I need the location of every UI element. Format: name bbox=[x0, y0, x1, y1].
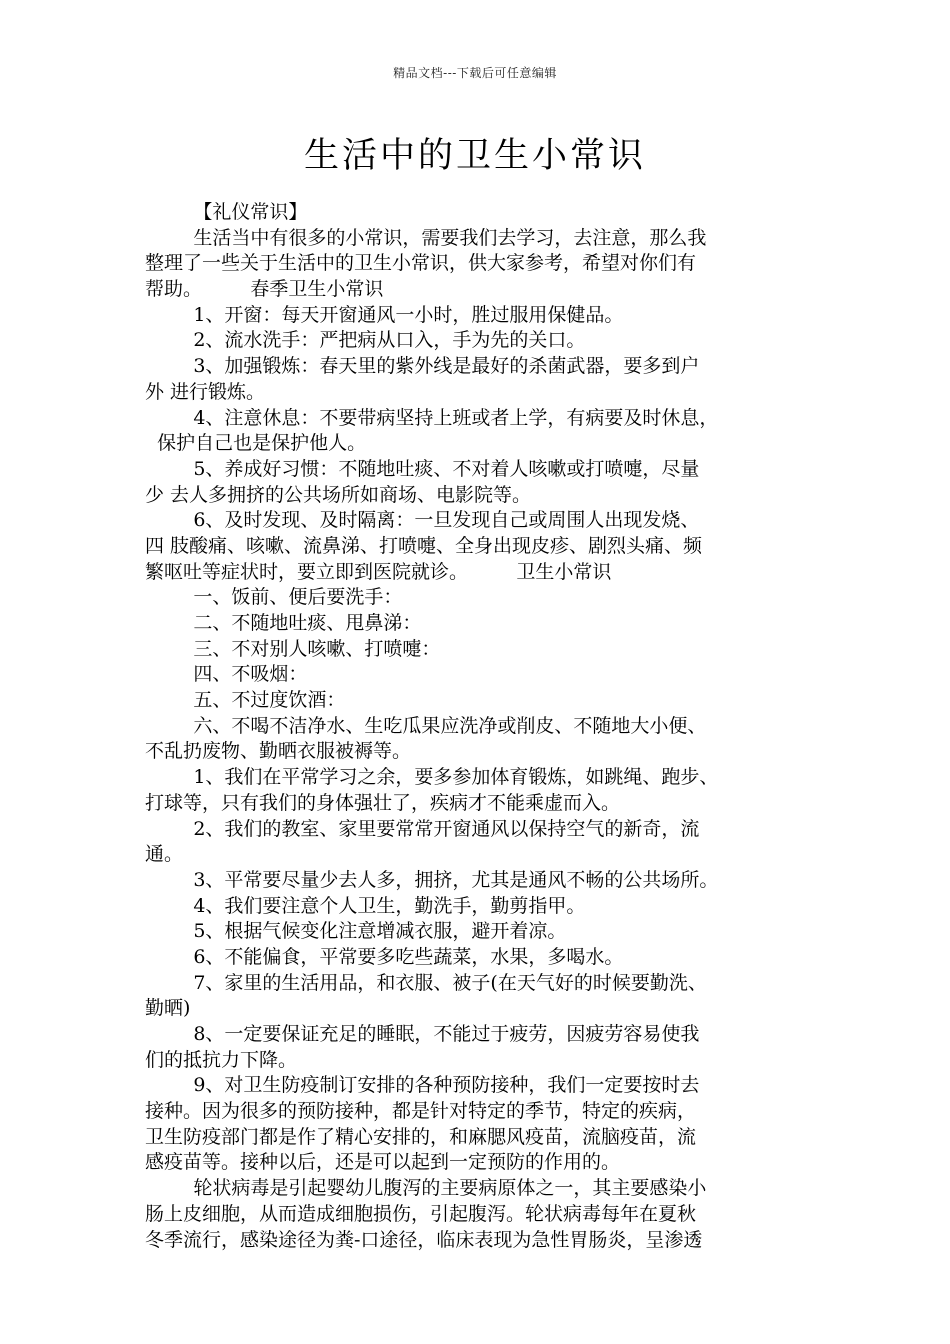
text-line: 勤晒) bbox=[145, 997, 191, 1020]
text-line: 四、不吸烟： bbox=[145, 663, 308, 686]
text-line: 感疫苗等。接种以后，还是可以起到一定预防的作用的。 bbox=[145, 1151, 621, 1174]
text-line: 帮助。 春季卫生小常识 bbox=[145, 278, 384, 301]
text-line: 保护自己也是保护他人。 bbox=[145, 432, 367, 455]
text-line: 3、平常要尽量少去人多，拥挤，尤其是通风不畅的公共场所。 bbox=[145, 868, 719, 891]
document-title: 生活中的卫生小常识 bbox=[303, 136, 646, 176]
text-line: 1、我们在平常学习之余，要多参加体育锻炼，如跳绳、跑步、 bbox=[145, 766, 719, 789]
page-header: 精品文档---下载后可任意编辑 bbox=[393, 66, 557, 80]
text-line: 2、流水洗手：严把病从口入，手为先的关口。 bbox=[145, 329, 586, 352]
text-line: 四 肢酸痛、咳嗽、流鼻涕、打喷嚏、全身出现皮疹、剧烈头痛、频 bbox=[145, 534, 703, 557]
text-line: 二、不随地吐痰、甩鼻涕： bbox=[145, 612, 422, 634]
text-line: 们的抵抗力下降。 bbox=[145, 1048, 298, 1071]
text-line: 1、开窗：每天开窗通风一小时，胜过服用保健品。 bbox=[145, 303, 624, 326]
text-line: 6、及时发现、及时隔离：一旦发现自己或周围人出现发烧、 bbox=[145, 509, 700, 532]
text-line: 一、饭前、便后要洗手： bbox=[145, 586, 403, 609]
text-line: 【礼仪常识】 bbox=[145, 201, 308, 223]
text-line: 六、不喝不洁净水、生吃瓜果应洗净或削皮、不随地大小便、 bbox=[145, 714, 707, 737]
text-line: 通。 bbox=[145, 843, 184, 866]
text-line: 轮状病毒是引起婴幼儿腹泻的主要病原体之一，其主要感染小 bbox=[145, 1177, 707, 1200]
text-line: 冬季流行，感染途径为粪-口途径，临床表现为急性胃肠炎，呈渗透 bbox=[145, 1228, 703, 1251]
text-line: 整理了一些关于生活中的卫生小常识，供大家参考，希望对你们有 bbox=[145, 252, 697, 275]
text-line: 2、我们的教室、家里要常常开窗通风以保持空气的新奇，流 bbox=[145, 817, 700, 840]
text-line: 卫生防疫部门都是作了精心安排的，和麻腮风疫苗，流脑疫苗，流 bbox=[145, 1125, 697, 1148]
text-line: 少 去人多拥挤的公共场所如商场、电影院等。 bbox=[145, 483, 532, 506]
text-line: 生活当中有很多的小常识，需要我们去学习，去注意，那么我 bbox=[145, 226, 707, 249]
text-line: 五、不过度饮酒： bbox=[145, 689, 346, 712]
text-line: 8、一定要保证充足的睡眠，不能过于疲劳，因疲劳容易使我 bbox=[145, 1023, 700, 1045]
text-line: 3、加强锻炼：春天里的紫外线是最好的杀菌武器，要多到户 bbox=[145, 355, 700, 378]
text-line: 5、根据气候变化注意增减衣服，避开着凉。 bbox=[145, 920, 567, 943]
text-line: 外 进行锻炼。 bbox=[145, 380, 266, 403]
text-line: 不乱扔废物、勤晒衣服被褥等。 bbox=[145, 740, 412, 763]
text-line: 三、不对别人咳嗽、打喷嚏： bbox=[145, 637, 441, 660]
text-line: 5、养成好习惯：不随地吐痰、不对着人咳嗽或打喷嚏，尽量 bbox=[145, 457, 700, 480]
text-line: 4、我们要注意个人卫生，勤洗手，勤剪指甲。 bbox=[145, 894, 586, 917]
text-line: 4、注意休息：不要带病坚持上班或者上学，有病要及时休息， bbox=[145, 406, 719, 429]
document-body bbox=[145, 200, 835, 1253]
text-line: 9、对卫生防疫制订安排的各种预防接种，我们一定要按时去 bbox=[145, 1074, 700, 1097]
text-line: 7、家里的生活用品，和衣服、被子(在天气好的时候要勤洗、 bbox=[145, 971, 707, 994]
text-line: 6、不能偏食，平常要多吃些蔬菜，水果，多喝水。 bbox=[145, 945, 624, 968]
text-line: 繁呕吐等症状时，要立即到医院就诊。 卫生小常识 bbox=[145, 560, 612, 583]
text-line: 接种。因为很多的预防接种，都是针对特定的季节，特定的疾病， bbox=[145, 1100, 697, 1123]
text-line: 肠上皮细胞，从而造成细胞损伤，引起腹泻。轮状病毒每年在夏秋 bbox=[145, 1202, 697, 1225]
text-line: 打球等，只有我们的身体强壮了，疾病才不能乘虚而入。 bbox=[145, 791, 621, 814]
